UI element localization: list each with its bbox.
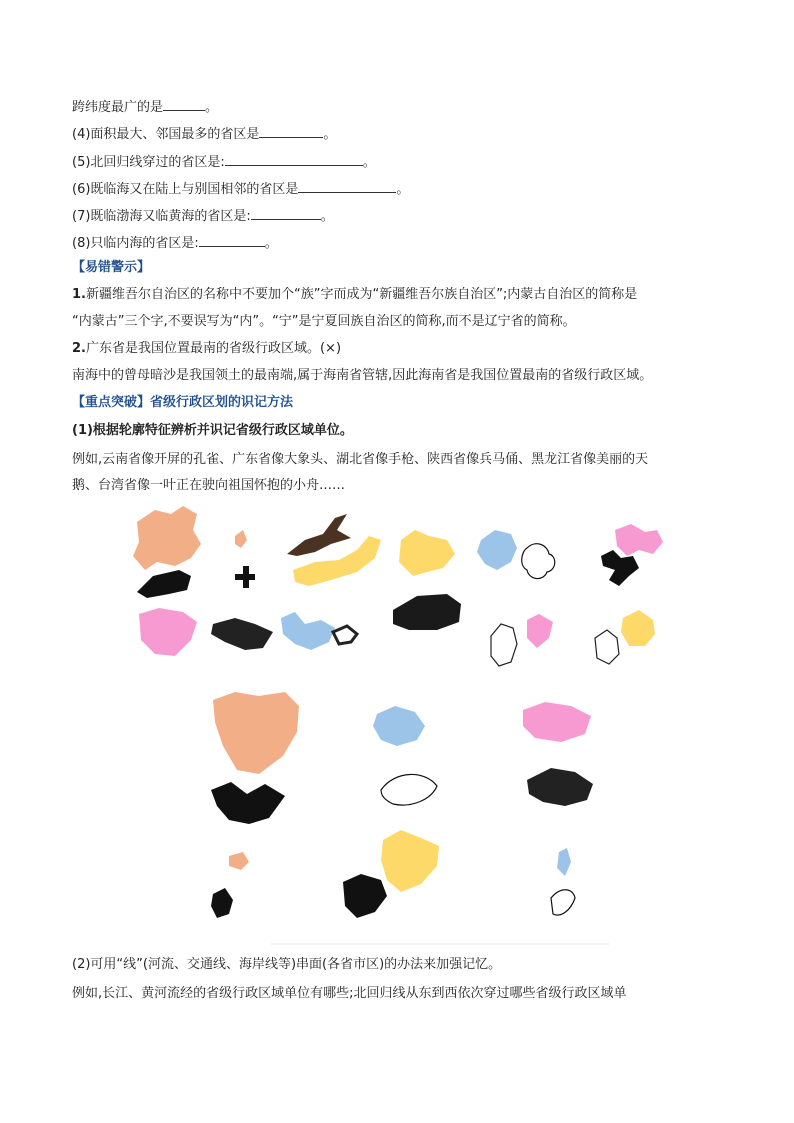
question-end: 。	[323, 127, 337, 142]
fujian-pink-shape	[527, 614, 553, 648]
method-1-example-line-1: 例如,云南省像开屏的孔雀、广东省像大象头、湖北省像手枪、陕西省像兵马俑、黑龙江省像美丽的天	[72, 452, 649, 467]
question-text: (6)既临海又在陆上与别国相邻的省区是	[72, 182, 299, 197]
martial-artist-silhouette	[601, 550, 639, 586]
warning-point-2-line-2: 南海中的曾母暗沙是我国领土的最南端,属于海南省管辖,因此海南省是我国位置最南的省级行政区域。	[72, 368, 653, 383]
sichuan-shape	[213, 692, 299, 774]
point-text: 广东省是我国位置最南的省级行政区域。(×)	[85, 341, 342, 356]
taiwan-shape	[557, 848, 571, 876]
leaf-outline	[381, 774, 437, 805]
qinghai-blue-shape	[281, 612, 335, 650]
point-number: 2.	[72, 341, 86, 356]
tibet-shape	[139, 608, 197, 656]
question-text: 跨纬度最广的是	[72, 100, 164, 115]
question-7	[72, 205, 334, 226]
answer-blank[interactable]	[298, 178, 396, 193]
warning-heading: 【易错警示】	[72, 260, 151, 275]
question-end: 。	[320, 209, 334, 224]
question-text: (5)北回归线穿过的省区是:	[72, 155, 225, 170]
warning-point-2-line-1	[72, 340, 341, 358]
question-end: 。	[396, 182, 410, 197]
xinjiang-shape	[133, 506, 201, 570]
eagle-silhouette	[287, 514, 351, 556]
cross-silhouette	[235, 566, 255, 588]
guizhou-shape	[373, 706, 425, 746]
flower-outline	[522, 544, 555, 579]
pineapple-silhouette	[211, 888, 233, 918]
question-4	[72, 123, 336, 144]
method-1-example-line-2: 鹅、台湾省像一叶正在驶向祖国怀抱的小舟……	[72, 478, 346, 493]
question-6	[72, 178, 409, 199]
beijing-shape	[235, 530, 247, 548]
butterfly-silhouette	[211, 782, 285, 824]
jiangsu-pink-shape	[615, 524, 663, 556]
question-text: (7)既临渤海又临黄海的省区是:	[72, 209, 251, 224]
warning-point-1-line-2: “内蒙古”三个字,不要误写为“内”。“宁”是宁夏回族自治区的简称,而不是辽宁省的简称。	[72, 314, 576, 329]
warning-point-1-line-1	[72, 286, 637, 304]
question-end: 。	[362, 155, 376, 170]
shanxi-yellow-shape	[399, 530, 455, 576]
answer-blank[interactable]	[251, 205, 321, 220]
anhui-shape	[477, 530, 517, 570]
wrench-silhouette	[333, 626, 357, 644]
hainan-shape	[229, 852, 249, 870]
question-end: 。	[205, 100, 219, 115]
guangdong-pink-shape	[523, 702, 591, 742]
province-shapes-figure	[125, 500, 685, 950]
man-profile-sketch-1	[491, 624, 517, 666]
peacock-silhouette	[343, 874, 387, 918]
answer-blank[interactable]	[259, 123, 323, 138]
question-3-tail	[72, 96, 218, 117]
focus-heading-tag: 【重点突破】	[72, 395, 151, 410]
shanxi-yellow-small-shape	[621, 610, 655, 646]
focus-heading	[72, 394, 293, 412]
method-2: (2)可用“线”(河流、交通线、海岸线等)串面(各省市区)的办法来加强记忆。	[72, 957, 502, 972]
man-profile-sketch-2	[595, 630, 619, 664]
boat-leaf-outline	[551, 890, 575, 915]
pig-silhouette	[137, 570, 191, 598]
focus-heading-title: 省级行政区划的识记方法	[150, 395, 294, 410]
answer-blank[interactable]	[163, 96, 205, 111]
answer-blank[interactable]	[199, 232, 265, 247]
elephant-head-silhouette	[527, 768, 593, 806]
question-5	[72, 151, 376, 172]
cap-silhouette	[393, 594, 461, 630]
point-number: 1.	[72, 287, 86, 302]
point-text: 新疆维吾尔自治区的名称中不要加个“族”字而成为“新疆维吾尔族自治区”;内蒙古自治区的简称是	[85, 287, 638, 302]
question-8	[72, 232, 278, 253]
method-2-example: 例如,长江、黄河流经的省级行政区域单位有哪些;北回归线从东到西依次穿过哪些省级行政区域单	[72, 986, 627, 1001]
question-end: 。	[264, 236, 278, 251]
answer-blank[interactable]	[225, 151, 363, 166]
yunnan-shape	[381, 830, 439, 892]
fish-silhouette	[211, 618, 273, 650]
method-1: (1)根据轮廓特征辨析并识记省级行政区域单位。	[72, 423, 353, 438]
question-text: (8)只临内海的省区是:	[72, 236, 199, 251]
question-text: (4)面积最大、邻国最多的省区是	[72, 127, 260, 142]
